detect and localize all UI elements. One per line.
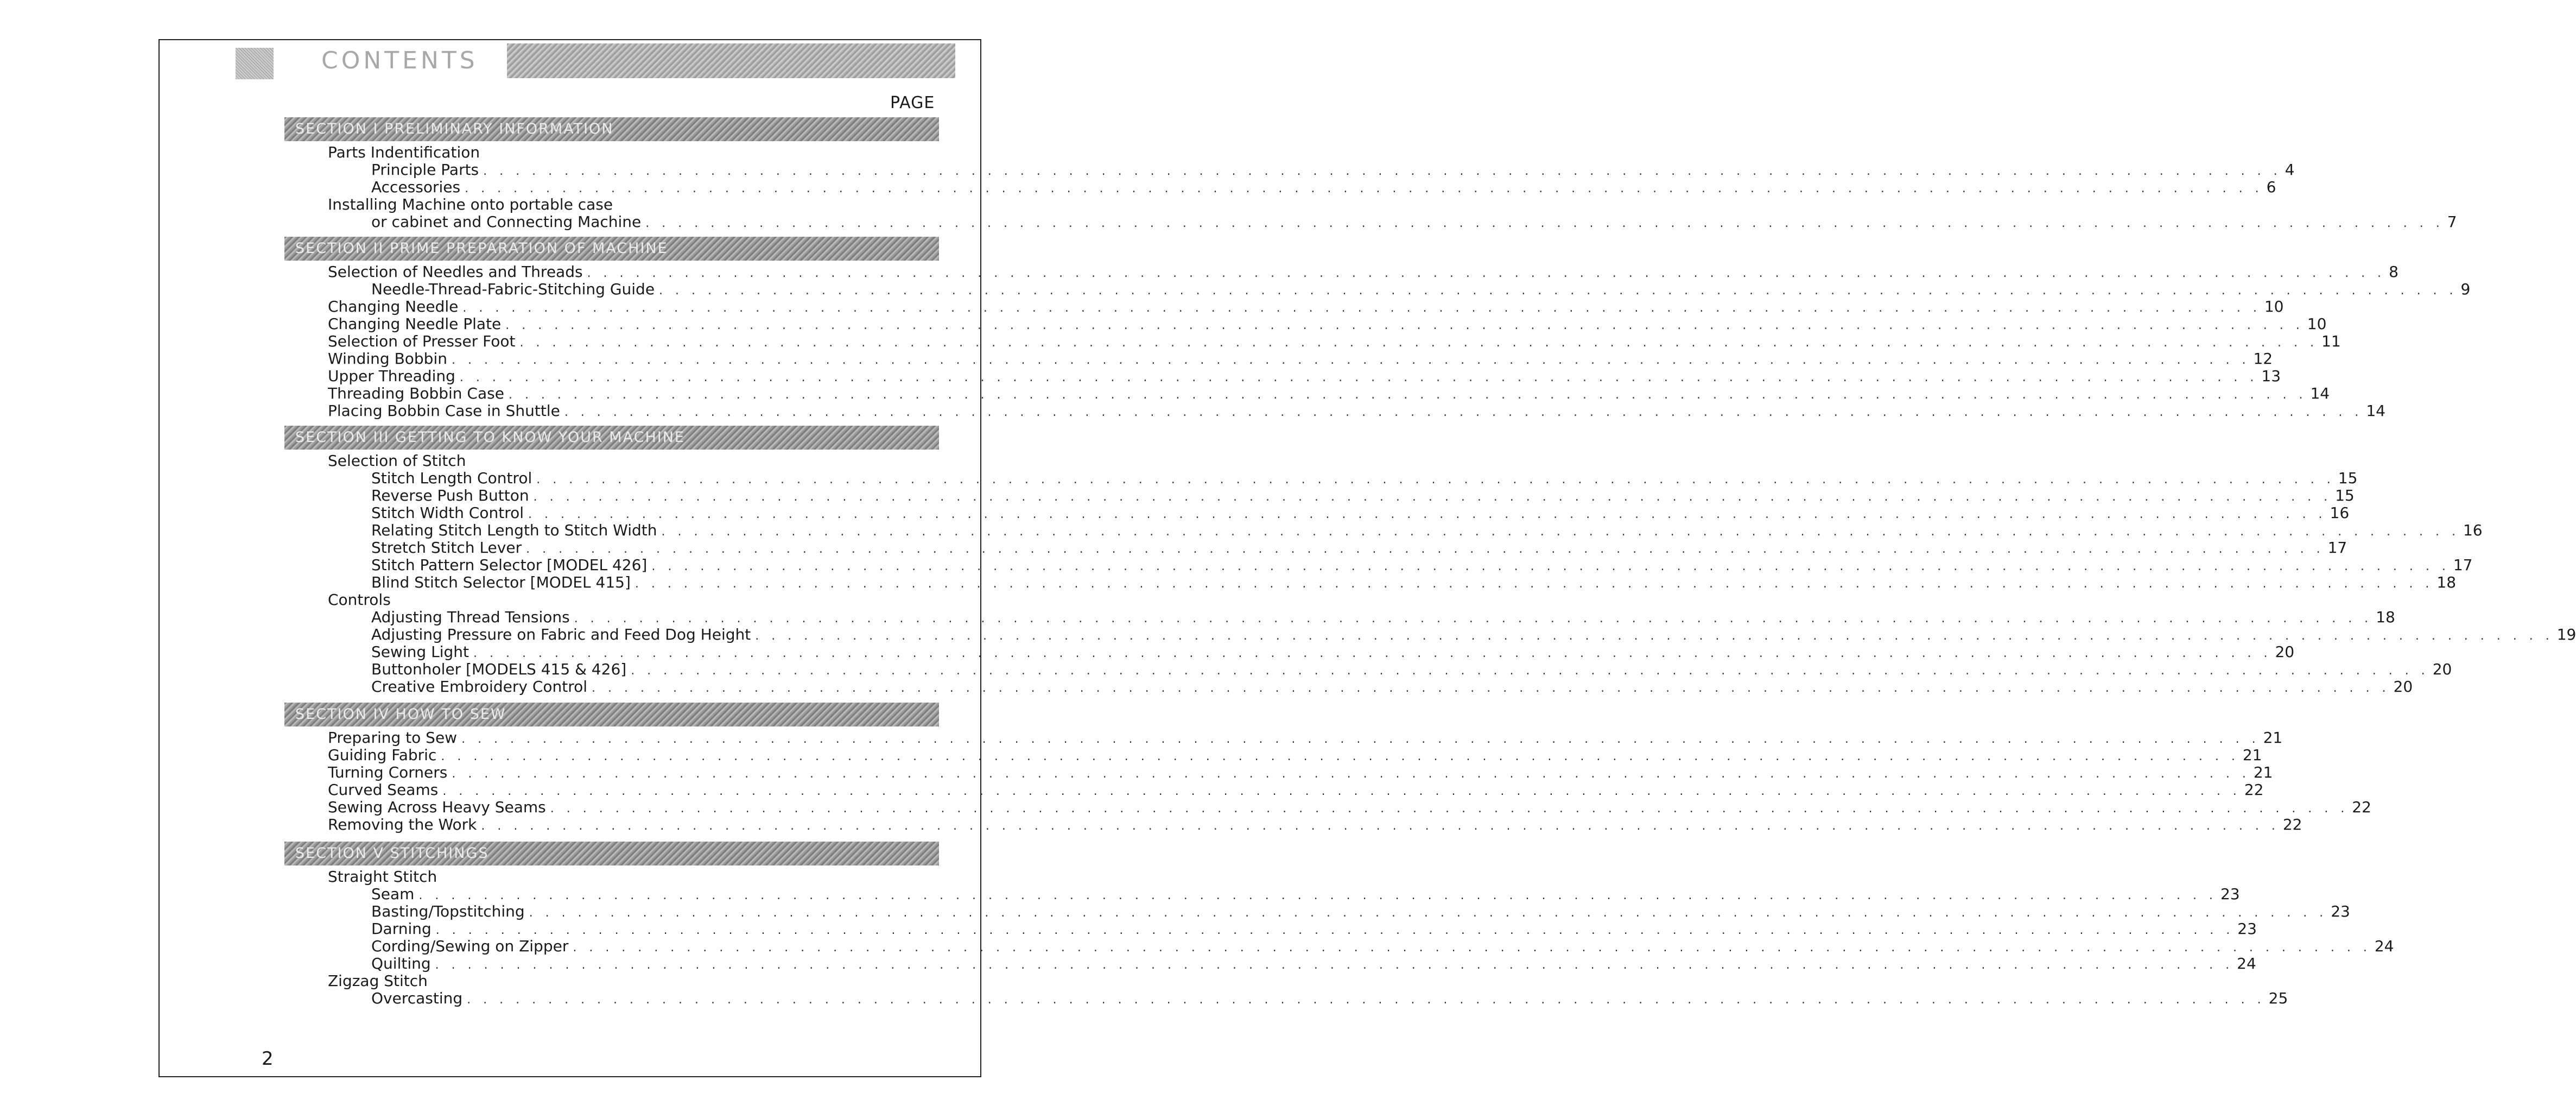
leader-dots bbox=[481, 819, 2280, 833]
toc-entry-label: Reverse Push Button bbox=[371, 486, 529, 504]
toc-entry[interactable] bbox=[160, 504, 2350, 522]
toc-entry-page: 17 bbox=[2327, 539, 2347, 557]
toc-entry[interactable] bbox=[160, 469, 2358, 487]
toc-entry-page: 22 bbox=[2282, 816, 2302, 833]
toc-entry[interactable] bbox=[160, 213, 2457, 231]
toc-entry[interactable] bbox=[160, 384, 2330, 402]
leader-dots bbox=[483, 165, 2282, 178]
toc-entry-page: 4 bbox=[2285, 161, 2295, 179]
leader-dots bbox=[436, 924, 2235, 937]
table-of-contents bbox=[160, 40, 2576, 1076]
toc-entry[interactable] bbox=[160, 315, 2327, 333]
toc-entry-page: 18 bbox=[2437, 573, 2457, 591]
toc-entry-label: Threading Bobbin Case bbox=[328, 384, 504, 402]
leader-dots bbox=[528, 508, 2327, 521]
toc-entry[interactable] bbox=[160, 920, 2257, 938]
toc-group-heading: Installing Machine onto portable case bbox=[328, 195, 613, 213]
toc-entry-page: 10 bbox=[2307, 315, 2327, 333]
toc-entry[interactable] bbox=[160, 729, 2283, 747]
toc-entry-label: Buttonholer [MODELS 415 & 426] bbox=[371, 660, 627, 678]
toc-entry[interactable] bbox=[160, 298, 2284, 315]
leader-dots bbox=[755, 629, 2554, 643]
leader-dots bbox=[651, 560, 2450, 573]
leader-dots bbox=[645, 217, 2444, 230]
toc-entry[interactable] bbox=[160, 573, 2457, 591]
toc-entry-page: 23 bbox=[2220, 885, 2240, 903]
toc-entry-page: 9 bbox=[2460, 280, 2471, 298]
section-heading: SECTION V STITCHINGS bbox=[284, 842, 939, 865]
toc-entry-label: Stitch Pattern Selector [MODEL 426] bbox=[371, 556, 648, 574]
toc-entry[interactable] bbox=[160, 781, 2264, 799]
toc-entry[interactable] bbox=[160, 937, 2394, 955]
toc-entry[interactable] bbox=[160, 678, 2413, 696]
toc-entry-label: Upper Threading bbox=[328, 367, 455, 385]
toc-group-heading: Controls bbox=[328, 591, 391, 609]
page-title: CONTENTS bbox=[321, 47, 478, 74]
toc-entry[interactable] bbox=[160, 798, 2371, 816]
toc-entry-label: Adjusting Pressure on Fabric and Feed Dog Height bbox=[371, 626, 751, 643]
toc-entry-page: 7 bbox=[2447, 213, 2457, 231]
toc-entry-page: 14 bbox=[2310, 384, 2330, 402]
toc-entry-page: 16 bbox=[2463, 521, 2483, 539]
toc-entry-page: 24 bbox=[2237, 955, 2256, 972]
toc-entry-label: Guiding Fabric bbox=[328, 746, 437, 764]
toc-entry-label: Preparing to Sew bbox=[328, 729, 458, 747]
toc-entry-page: 22 bbox=[2244, 781, 2264, 799]
toc-entry-label: Stretch Stitch Lever bbox=[371, 539, 522, 557]
toc-entry[interactable] bbox=[160, 280, 2471, 298]
toc-entry-page: 15 bbox=[2338, 469, 2358, 487]
toc-entry-label: Sewing Across Heavy Seams bbox=[328, 798, 546, 816]
toc-entry-label: Accessories bbox=[371, 178, 461, 196]
toc-entry-label: Winding Bobbin bbox=[328, 350, 447, 368]
leader-dots bbox=[520, 336, 2319, 350]
toc-entry[interactable] bbox=[160, 955, 2256, 972]
toc-entry-label: Darning bbox=[371, 920, 432, 938]
toc-group-heading: Zigzag Stitch bbox=[328, 972, 428, 990]
page-frame bbox=[158, 39, 2576, 1077]
page-column-label: PAGE bbox=[890, 93, 935, 112]
section-heading: SECTION I PRELIMINARY INFORMATION bbox=[284, 117, 939, 141]
leader-dots bbox=[529, 906, 2328, 920]
toc-entry-label: Selection of Presser Foot bbox=[328, 332, 516, 350]
toc-entry-label: Overcasting bbox=[371, 989, 463, 1007]
toc-entry[interactable] bbox=[160, 885, 2240, 903]
leader-dots bbox=[592, 681, 2390, 695]
toc-entry-page: 10 bbox=[2264, 298, 2284, 315]
toc-entry-page: 21 bbox=[2253, 763, 2273, 781]
toc-entry[interactable] bbox=[160, 643, 2295, 661]
toc-entry-label: Creative Embroidery Control bbox=[371, 678, 588, 696]
toc-entry[interactable] bbox=[160, 556, 2473, 574]
toc-entry[interactable] bbox=[160, 521, 2483, 539]
leader-dots bbox=[587, 267, 2386, 280]
toc-entry-label: Curved Seams bbox=[328, 781, 439, 799]
toc-entry[interactable] bbox=[160, 660, 2452, 678]
leader-dots bbox=[452, 353, 2250, 367]
toc-entry-label: Cording/Sewing on Zipper bbox=[371, 937, 569, 955]
leader-dots bbox=[442, 785, 2241, 798]
leader-dots bbox=[534, 490, 2332, 504]
toc-entry-label: Relating Stitch Length to Stitch Width bbox=[371, 521, 657, 539]
toc-entry[interactable] bbox=[160, 161, 2295, 179]
toc-entry-label: Basting/Topstitching bbox=[371, 902, 525, 920]
toc-entry-label: Sewing Light bbox=[371, 643, 469, 661]
leader-dots bbox=[631, 664, 2429, 678]
toc-entry[interactable] bbox=[160, 486, 2355, 504]
toc-entry-page: 12 bbox=[2253, 350, 2273, 368]
leader-dots bbox=[659, 284, 2458, 298]
toc-entry-page: 6 bbox=[2266, 178, 2276, 196]
toc-entry-label: Stitch Length Control bbox=[371, 469, 532, 487]
leader-dots bbox=[574, 612, 2373, 626]
section-heading: SECTION II PRIME PREPARATION OF MACHINE bbox=[284, 237, 939, 261]
toc-entry[interactable] bbox=[160, 263, 2399, 281]
leader-dots bbox=[573, 941, 2371, 955]
toc-entry-label: Needle-Thread-Fabric-Stitching Guide bbox=[371, 280, 655, 298]
leader-dots bbox=[435, 958, 2234, 972]
toc-entry-label: Quilting bbox=[371, 955, 431, 972]
toc-entry-label: Adjusting Thread Tensions bbox=[371, 608, 570, 626]
toc-entry[interactable] bbox=[160, 816, 2302, 833]
toc-group-heading: Parts Indentification bbox=[328, 143, 480, 161]
toc-entry-page: 23 bbox=[2237, 920, 2257, 938]
toc-group-heading: Straight Stitch bbox=[328, 868, 437, 886]
toc-entry-label: Changing Needle bbox=[328, 298, 459, 315]
toc-entry-page: 16 bbox=[2330, 504, 2350, 522]
leader-dots bbox=[509, 388, 2307, 402]
toc-entry-label: Turning Corners bbox=[328, 763, 448, 781]
toc-entry[interactable] bbox=[160, 902, 2350, 920]
toc-entry[interactable] bbox=[160, 350, 2273, 368]
toc-entry-label: Blind Stitch Selector [MODEL 415] bbox=[371, 573, 631, 591]
toc-group-heading: Selection of Stitch bbox=[328, 452, 466, 470]
toc-entry-label: or cabinet and Connecting Machine bbox=[371, 213, 642, 231]
leader-dots bbox=[536, 473, 2335, 486]
toc-entry[interactable] bbox=[160, 332, 2341, 350]
toc-entry[interactable] bbox=[160, 539, 2347, 557]
toc-entry-page: 13 bbox=[2261, 367, 2281, 385]
toc-entry-page: 19 bbox=[2556, 626, 2576, 643]
toc-entry-page: 20 bbox=[2275, 643, 2295, 661]
toc-entry[interactable] bbox=[160, 626, 2576, 643]
leader-dots bbox=[452, 767, 2250, 781]
leader-dots bbox=[661, 525, 2460, 539]
toc-entry-page: 18 bbox=[2376, 608, 2395, 626]
toc-entry-label: Placing Bobbin Case in Shuttle bbox=[328, 402, 560, 420]
toc-entry-page: 23 bbox=[2331, 902, 2350, 920]
toc-entry-page: 8 bbox=[2389, 263, 2399, 281]
leader-dots bbox=[461, 732, 2260, 746]
toc-entry-page: 24 bbox=[2374, 937, 2394, 955]
leader-dots bbox=[526, 542, 2325, 556]
toc-entry-label: Seam bbox=[371, 885, 415, 903]
toc-entry-page: 21 bbox=[2242, 746, 2262, 764]
toc-entry[interactable] bbox=[160, 402, 2385, 420]
toc-entry-page: 14 bbox=[2366, 402, 2385, 420]
toc-entry-label: Principle Parts bbox=[371, 161, 479, 179]
toc-entry[interactable] bbox=[160, 367, 2281, 385]
toc-entry[interactable] bbox=[160, 746, 2262, 764]
leader-dots bbox=[473, 647, 2272, 660]
toc-entry-page: 17 bbox=[2453, 556, 2473, 574]
section-heading: SECTION III GETTING TO KNOW YOUR MACHINE bbox=[284, 426, 939, 450]
leader-dots bbox=[460, 371, 2258, 384]
leader-dots bbox=[465, 182, 2263, 195]
toc-entry-page: 22 bbox=[2352, 798, 2371, 816]
leader-dots bbox=[467, 993, 2266, 1007]
leader-dots bbox=[505, 319, 2304, 332]
leader-dots bbox=[462, 301, 2261, 315]
leader-dots bbox=[564, 406, 2363, 419]
page-number: 2 bbox=[262, 1048, 274, 1070]
leader-dots bbox=[441, 750, 2239, 763]
leader-dots bbox=[418, 889, 2217, 902]
toc-entry-page: 20 bbox=[2393, 678, 2413, 696]
toc-entry[interactable] bbox=[160, 989, 2288, 1007]
toc-entry-page: 25 bbox=[2268, 989, 2288, 1007]
toc-entry-page: 20 bbox=[2432, 660, 2452, 678]
leader-dots bbox=[550, 802, 2349, 816]
section-heading: SECTION IV HOW TO SEW bbox=[284, 703, 939, 726]
leader-dots bbox=[635, 577, 2434, 591]
toc-entry-label: Removing the Work bbox=[328, 816, 477, 833]
toc-entry-label: Selection of Needles and Threads bbox=[328, 263, 583, 281]
toc-entry-label: Stitch Width Control bbox=[371, 504, 524, 522]
toc-entry-page: 21 bbox=[2263, 729, 2283, 747]
toc-entry[interactable] bbox=[160, 608, 2395, 626]
toc-entry[interactable] bbox=[160, 178, 2276, 196]
toc-entry[interactable] bbox=[160, 763, 2273, 781]
toc-entry-page: 15 bbox=[2335, 486, 2355, 504]
toc-entry-page: 11 bbox=[2321, 332, 2341, 350]
toc-entry-label: Changing Needle Plate bbox=[328, 315, 502, 333]
